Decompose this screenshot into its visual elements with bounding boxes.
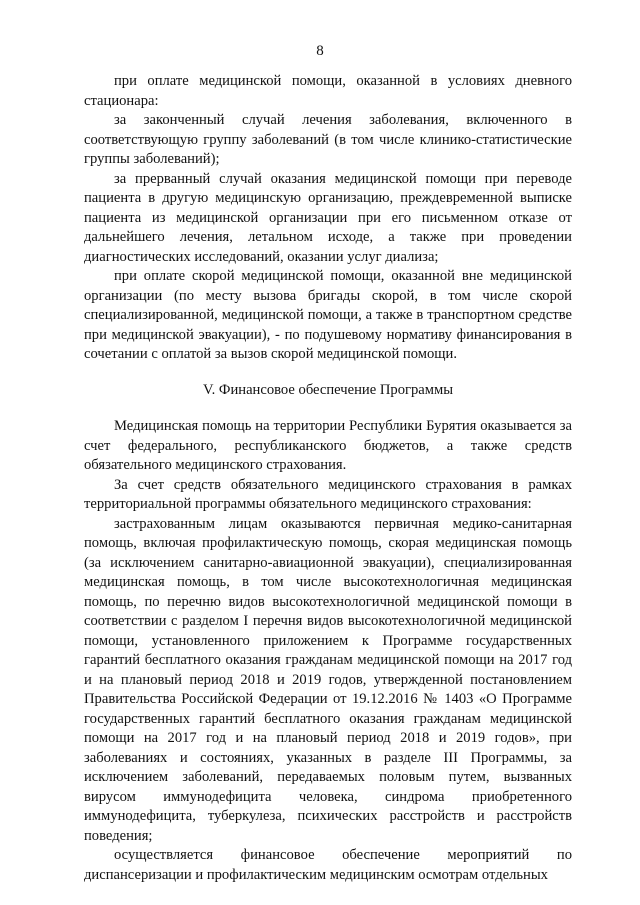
document-body bbox=[84, 72, 572, 885]
paragraph-oms-intro: За счет средств обязательного медицинского страхования в рамках территориальной программы обязательного медицинского страхования: bbox=[84, 476, 572, 512]
section-heading: V. Финансовое обеспечение Программы bbox=[202, 381, 454, 398]
page-number: 8 bbox=[316, 43, 324, 59]
paragraph-insured-care: застрахованным лицам оказываются первичная медико-санитарная помощь, включая профилактическую помощь, скорая медицинская помощь (за исключением санитарно-авиационной эвакуации), специализированная медицинская помощь, в том числе высокотехнологичная медицинская помощь, по перечню видов высокотехнологичной медицинской помощи в соответствии с разделом I перечня видов высокотехнологичной медицинской помощи, установленного приложением к Программе государственных гарантий бесплатного оказания гражданам медицинской помощи на 2017 год и на плановый период 2018 и 2019 годов, утвержденной постановлением Правительства Российской Федерации от 19.12.2016 № 1403 «О Программе государственных гарантий бесплатного оказания гражданам медицинской помощи на 2017 год и на плановый период 2018 и 2019 годов», при заболеваниях и состояниях, указанных в разделе III Программы, за исключением заболеваний, передаваемых половым путем, вызванных вирусом иммунодефицита человека, синдрома приобретенного иммунодефицита, туберкулеза, психических расстройств и расстройств поведения; bbox=[84, 515, 572, 844]
paragraph-completed-case: за законченный случай лечения заболевания, включенного в соответствующую группу заболеваний (в том числе клинико-статистические группы заболеваний); bbox=[84, 112, 572, 167]
paragraph-interrupted-case: за прерванный случай оказания медицинской помощи при переводе пациента в другую медицинскую организацию, преждевременной выписке пациента из медицинской организации при его письменном отказе от дальнейшего лечения, летальном исходе, а также при проведении диагностических исследований, оказании услуг диализа; bbox=[84, 170, 572, 265]
paragraph-emergency-payment: при оплате скорой медицинской помощи, оказанной вне медицинской организации (по месту вызова бригады скорой, в том числе скорой специализированной, медицинской помощи, а также в транспортном средстве при медицинской эвакуации), - по подушевому нормативу финансирования в сочетании с оплатой за вызов скорой медицинской помощи. bbox=[84, 268, 572, 362]
paragraph-day-hospital-payment: при оплате медицинской помощи, оказанной в условиях дневного стационара: bbox=[84, 73, 572, 109]
paragraph-dispensary-funding: осуществляется финансовое обеспечение мероприятий по диспансеризации и профилактическим медицинским осмотрам отдельных bbox=[84, 847, 572, 883]
paragraph-funding-sources: Медицинская помощь на территории Республики Бурятия оказывается за счет федерального, республиканского бюджетов, а также средств обязательного медицинского страхования. bbox=[84, 418, 572, 473]
